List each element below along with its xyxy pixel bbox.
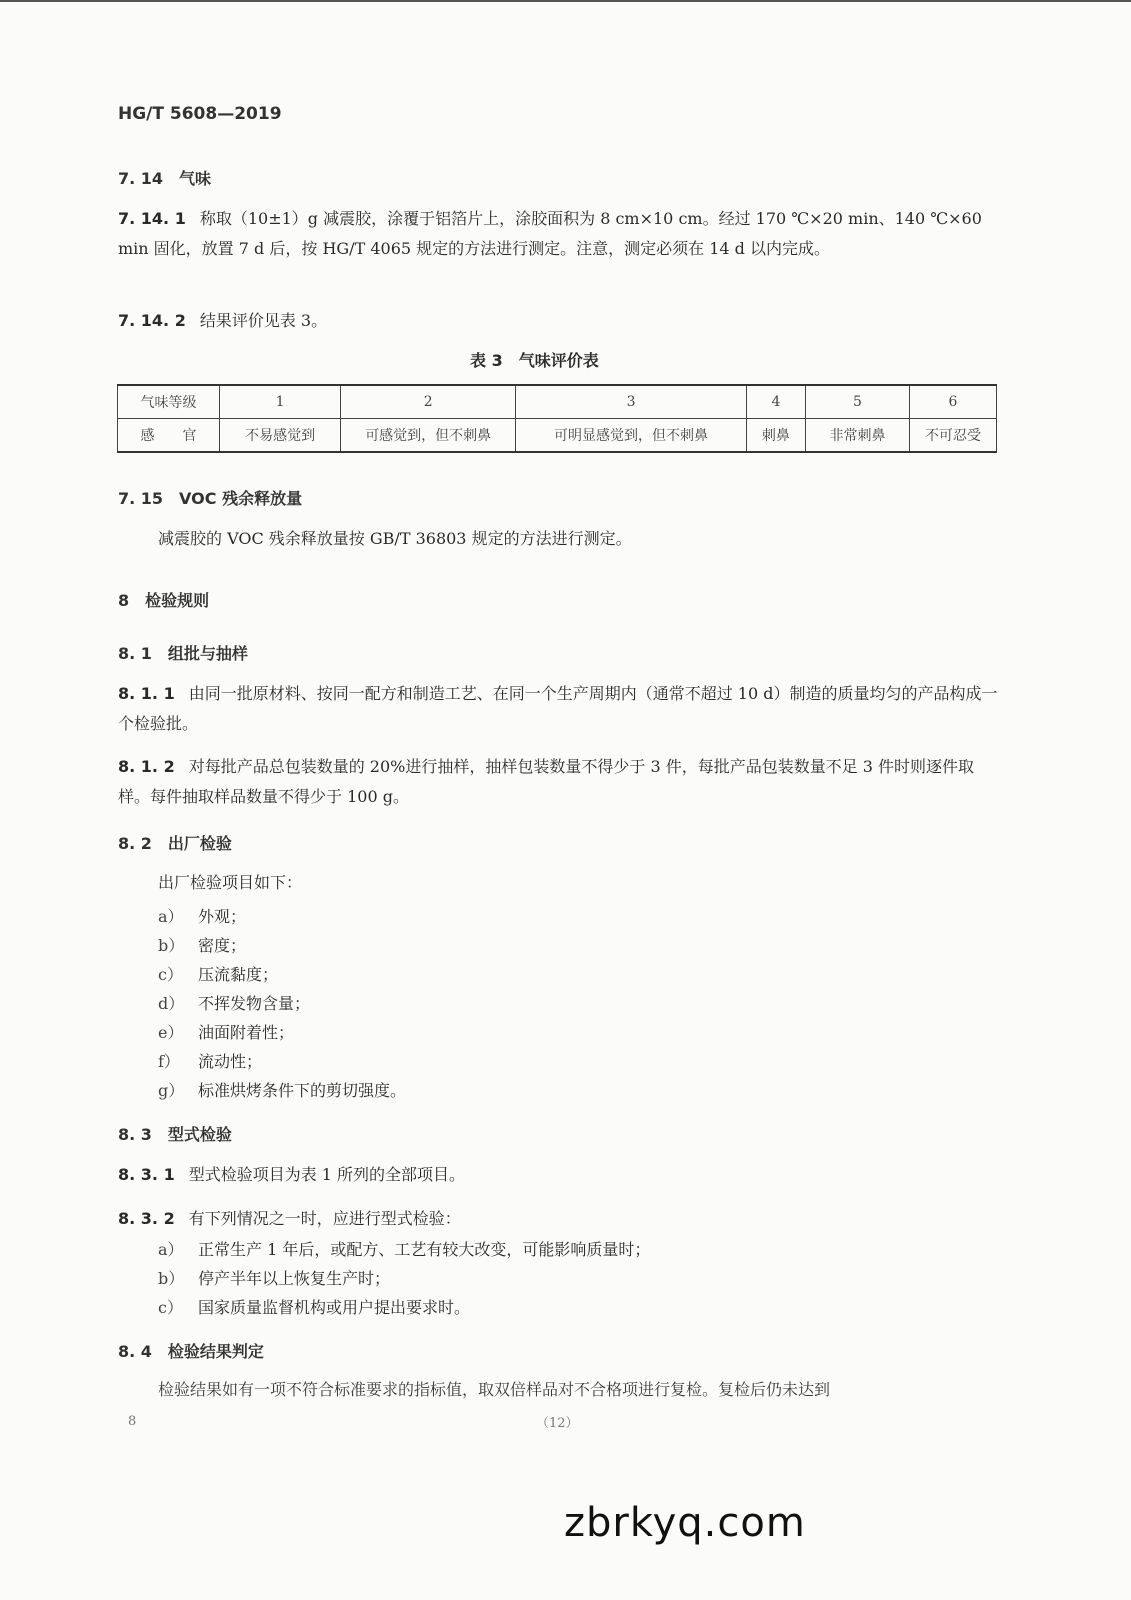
clause-number: 7. 14. 1 bbox=[118, 209, 186, 228]
list-label: c） bbox=[158, 965, 183, 984]
list-label: c） bbox=[158, 1298, 183, 1317]
table-cell: 气味等级 bbox=[118, 385, 220, 419]
table-cell: 不易感觉到 bbox=[219, 419, 340, 453]
section-title: 型式检验 bbox=[167, 1125, 232, 1144]
table-cell: 刺鼻 bbox=[746, 419, 805, 453]
table-cell: 可明显感觉到，但不刺鼻 bbox=[516, 419, 747, 453]
list-text: 标准烘烤条件下的剪切强度。 bbox=[198, 1081, 407, 1100]
table-cell: 非常刺鼻 bbox=[805, 419, 909, 453]
clause-8-3-2 bbox=[118, 1204, 998, 1234]
section-8-3-heading bbox=[118, 1122, 232, 1145]
clause-text: 结果评价见表 3。 bbox=[199, 311, 328, 330]
sheet-number: （12） bbox=[536, 1416, 579, 1431]
table-cell: 1 bbox=[219, 385, 340, 419]
table-cell: 6 bbox=[910, 385, 997, 419]
list-item bbox=[158, 1237, 650, 1260]
list-item bbox=[158, 1020, 294, 1043]
chapter-8-heading bbox=[118, 588, 209, 611]
list-item bbox=[158, 1049, 262, 1072]
clause-8-3-1 bbox=[118, 1160, 998, 1190]
list-label: b） bbox=[158, 1269, 185, 1288]
clause-7-14-2 bbox=[118, 306, 998, 336]
list-label: a） bbox=[158, 1240, 184, 1259]
clause-text: 有下列情况之一时，应进行型式检验： bbox=[188, 1209, 461, 1228]
clause-number: 8. 3. 2 bbox=[118, 1209, 175, 1228]
section-number: 8. 3 bbox=[118, 1125, 152, 1144]
section-title: 气味 bbox=[179, 169, 212, 188]
list-text: 流动性； bbox=[198, 1052, 263, 1071]
clause-number: 7. 14. 2 bbox=[118, 311, 186, 330]
list-text: 停产半年以上恢复生产时； bbox=[198, 1269, 391, 1288]
list-label: b） bbox=[158, 936, 185, 955]
section-number: 7. 14 bbox=[118, 169, 164, 188]
list-item bbox=[158, 1295, 470, 1318]
section-8-1-heading bbox=[118, 641, 248, 664]
clause-number: 8. 1. 2 bbox=[118, 757, 175, 776]
clause-number: 8. 1. 1 bbox=[118, 684, 175, 703]
section-number: 8 bbox=[118, 591, 130, 610]
table-cell: 4 bbox=[746, 385, 805, 419]
list-item bbox=[158, 1266, 390, 1289]
list-item bbox=[158, 933, 246, 956]
section-title: 检验规则 bbox=[145, 591, 210, 610]
list-text: 外观； bbox=[198, 907, 247, 926]
section-8-2-heading bbox=[118, 831, 232, 854]
list-text: 正常生产 1 年后，或配方、工艺有较大改变，可能影响质量时； bbox=[198, 1240, 651, 1259]
table-cell: 不可忍受 bbox=[910, 419, 997, 453]
standard-code: HG/T 5608—2019 bbox=[118, 104, 282, 124]
list-item bbox=[158, 1078, 406, 1101]
clause-8-1-2 bbox=[118, 752, 998, 812]
list-label: g） bbox=[158, 1081, 185, 1100]
list-text: 密度； bbox=[198, 936, 247, 955]
table-3-caption: 表 3 气味评价表 bbox=[470, 351, 599, 370]
clause-text: 称取（10±1）g 减震胶，涂覆于铝箔片上，涂胶面积为 8 cm×10 cm。经过 170 ℃×20 min、140 ℃×60 min 固化，放置 7 d 后，按 HG/T 4065 规定的方法进行测定。注意，测定必须在 14 d 以内完成。 bbox=[118, 209, 982, 258]
watermark-text: zbrkyq.com bbox=[564, 1500, 806, 1546]
clause-7-15-text: 减震胶的 VOC 残余释放量按 GB/T 36803 规定的方法进行测定。 bbox=[158, 529, 632, 548]
section-8-4-heading bbox=[118, 1339, 264, 1362]
table-row bbox=[118, 419, 997, 453]
list-item bbox=[158, 904, 246, 927]
list-text: 不挥发物含量； bbox=[198, 994, 311, 1013]
table-cell: 感 官 bbox=[118, 419, 220, 453]
top-border bbox=[0, 0, 1131, 2]
list-label: e） bbox=[158, 1023, 184, 1042]
clause-number: 8. 3. 1 bbox=[118, 1165, 175, 1184]
list-text: 国家质量监督机构或用户提出要求时。 bbox=[198, 1298, 471, 1317]
clause-8-1-1 bbox=[118, 679, 998, 739]
section-title: 出厂检验 bbox=[167, 834, 232, 853]
list-label: a） bbox=[158, 907, 184, 926]
list-item bbox=[158, 991, 310, 1014]
factory-inspection-intro: 出厂检验项目如下： bbox=[158, 873, 303, 892]
table-cell: 可感觉到，但不刺鼻 bbox=[341, 419, 516, 453]
section-number: 7. 15 bbox=[118, 489, 164, 508]
list-label: d） bbox=[158, 994, 185, 1013]
table-cell: 5 bbox=[805, 385, 909, 419]
table-cell: 3 bbox=[516, 385, 747, 419]
clause-text: 型式检验项目为表 1 所列的全部项目。 bbox=[188, 1165, 466, 1184]
section-number: 8. 2 bbox=[118, 834, 152, 853]
section-number: 8. 4 bbox=[118, 1342, 152, 1361]
section-7-14-heading bbox=[118, 166, 211, 189]
page-number: 8 bbox=[128, 1414, 137, 1429]
list-text: 压流黏度； bbox=[198, 965, 279, 984]
section-title: 检验结果判定 bbox=[167, 1342, 264, 1361]
section-title: VOC 残余释放量 bbox=[179, 489, 303, 508]
section-7-15-heading bbox=[118, 486, 302, 509]
table-row bbox=[118, 385, 997, 419]
section-number: 8. 1 bbox=[118, 644, 152, 663]
section-title: 组批与抽样 bbox=[167, 644, 248, 663]
list-label: f） bbox=[158, 1052, 180, 1071]
list-text: 油面附着性； bbox=[198, 1023, 295, 1042]
clause-8-4-text: 检验结果如有一项不符合标准要求的指标值，取双倍样品对不合格项进行复检。复检后仍未达到 bbox=[158, 1380, 831, 1399]
clause-7-14-1 bbox=[118, 204, 998, 264]
table-cell: 2 bbox=[341, 385, 516, 419]
clause-text: 对每批产品总包装数量的 20%进行抽样，抽样包装数量不得少于 3 件，每批产品包装数量不足 3 件时则逐件取样。每件抽取样品数量不得少于 100 g。 bbox=[118, 757, 975, 806]
odor-evaluation-table bbox=[117, 384, 997, 453]
list-item bbox=[158, 962, 278, 985]
clause-text: 由同一批原材料、按同一配方和制造工艺、在同一个生产周期内（通常不超过 10 d）制造的质量均匀的产品构成一个检验批。 bbox=[118, 684, 998, 733]
